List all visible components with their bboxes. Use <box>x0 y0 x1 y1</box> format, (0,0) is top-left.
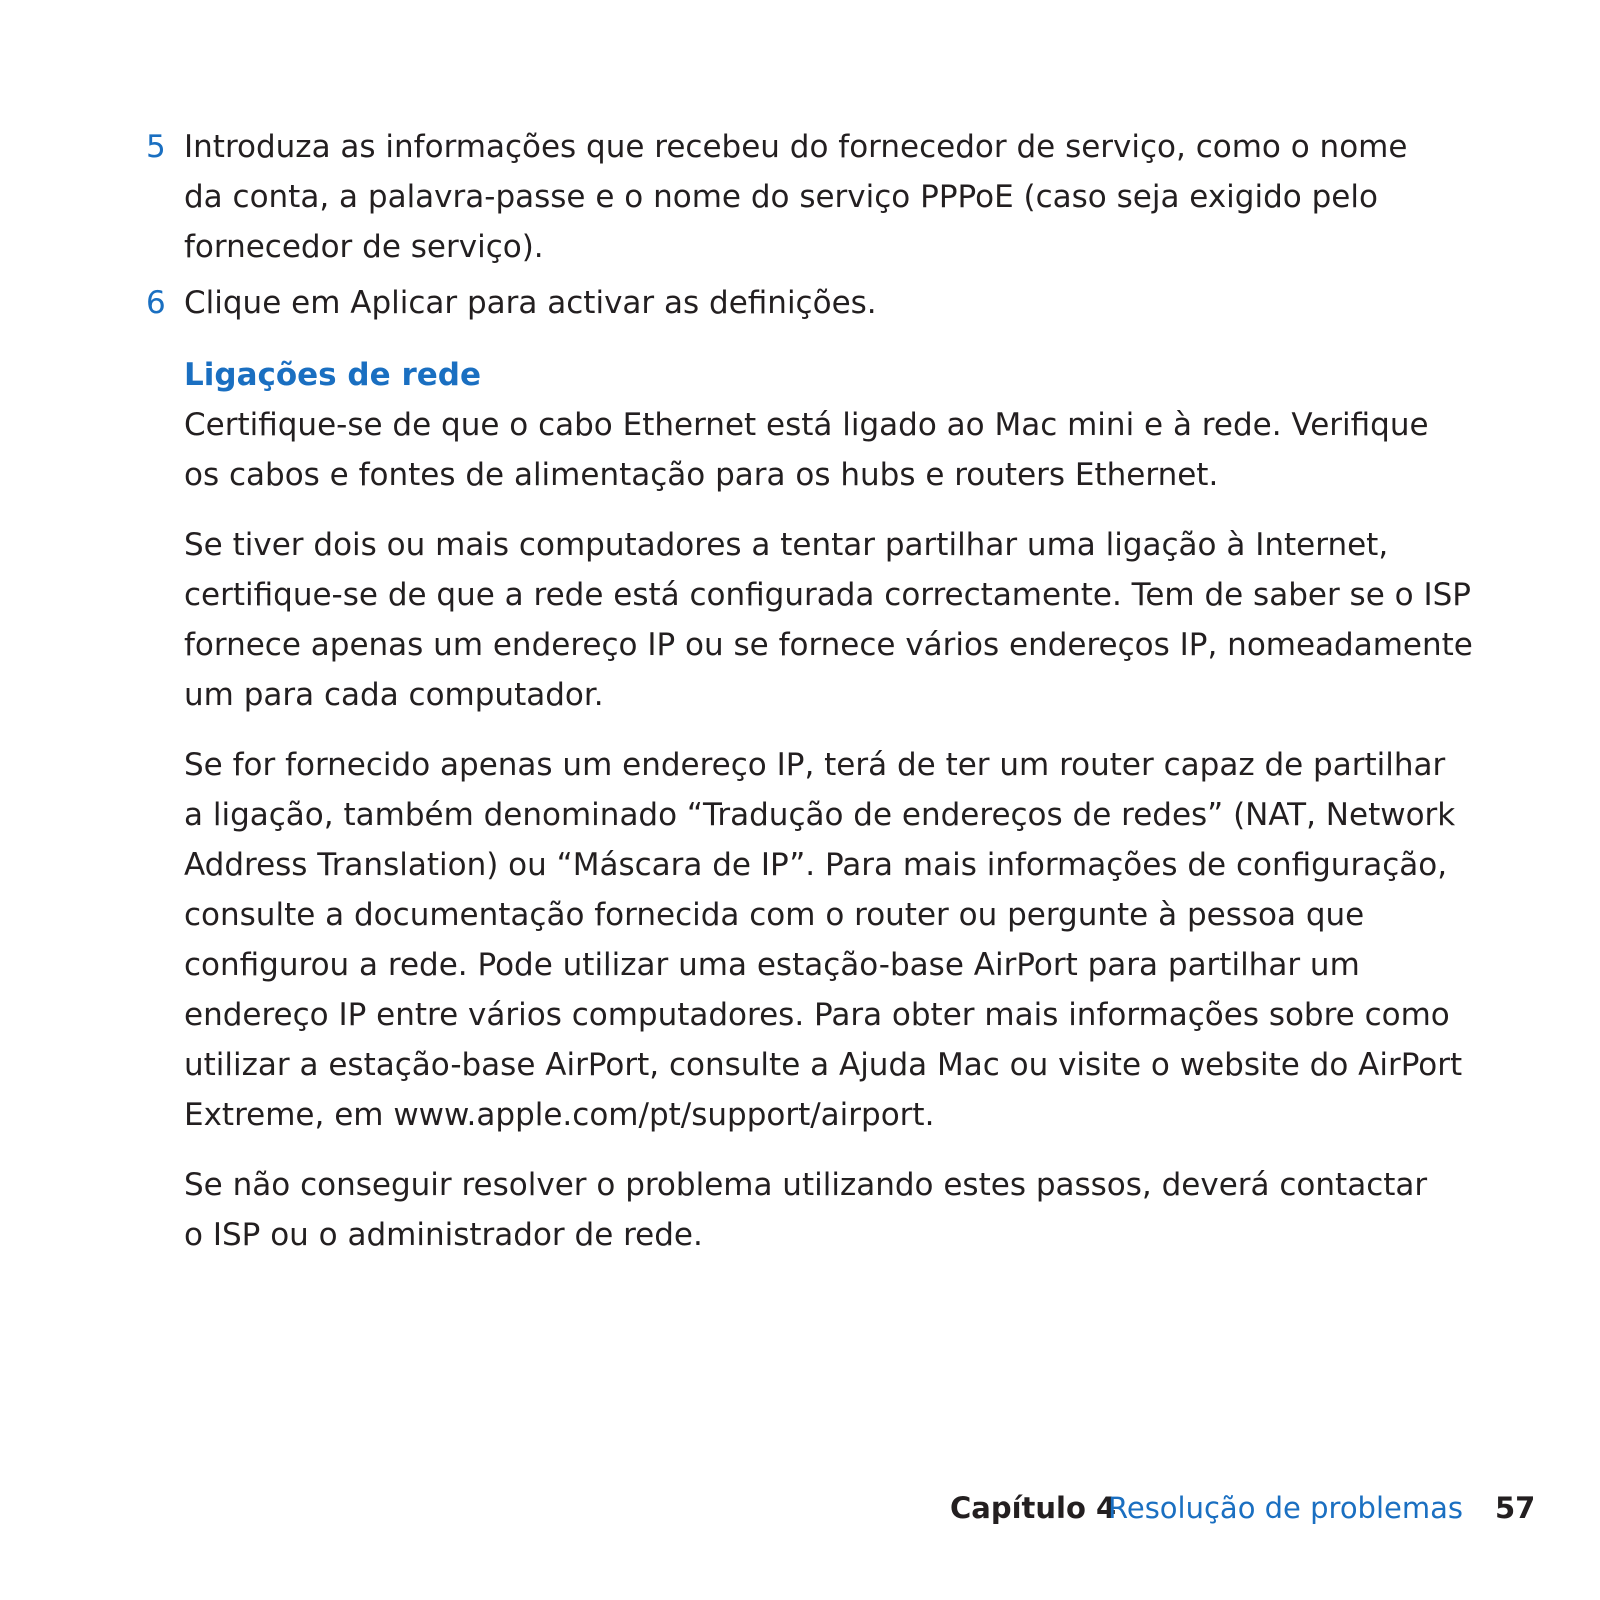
section-paragraph: Se for fornecido apenas um endereço IP, terá de ter um router capaz de partilhar a ligação, também denominado “Tradução de endereços de redes” (NAT, Network Address Translation) ou “Máscara de IP”. Para mais informações de configuração, consulte a documentação fornecida com o router ou pergunte à pessoa que configurou a rede. Pode utilizar uma estação-base AirPort para partilhar um endereço IP entre vários computadores. Para obter mais informações sobre como utilizar a estação-base AirPort, consulte a Ajuda Mac ou visite o website do AirPort Extreme, em www.apple.com/pt/support/airport. <box>184 747 1463 1133</box>
section-heading: Ligações de rede <box>184 357 481 393</box>
section-paragraph: Se tiver dois ou mais computadores a tentar partilhar uma ligação à Internet, certifique-se de que a rede está configurada correctamente. Tem de saber se o ISP fornece apenas um endereço IP ou se fornece vários endereços IP, nomeadamente um para cada computador. <box>184 527 1473 713</box>
section-paragraph: Certifique-se de que o cabo Ethernet está ligado ao Mac mini e à rede. Verifique os cabos e fontes de alimentação para os hubs e routers Ethernet. <box>184 407 1429 493</box>
step-5 <box>146 122 1454 272</box>
footer-chapter-title: Resolução de problemas <box>1108 1491 1463 1525</box>
step-number: 6 <box>146 285 166 321</box>
step-6 <box>146 278 1484 328</box>
footer-chapter-label: Capítulo 4 <box>950 1491 1117 1525</box>
step-text: Clique em Aplicar para activar as definições. <box>184 285 877 321</box>
step-number: 5 <box>146 129 166 165</box>
step-text: Introduza as informações que recebeu do fornecedor de serviço, como o nome da conta, a palavra-passe e o nome do serviço PPPoE (caso seja exigido pelo fornecedor de serviço). <box>184 129 1408 265</box>
page-content <box>146 122 1484 1260</box>
section-paragraph: Se não conseguir resolver o problema utilizando estes passos, deverá contactar o ISP ou o administrador de rede. <box>184 1167 1428 1253</box>
page-number: 57 <box>1495 1491 1536 1525</box>
